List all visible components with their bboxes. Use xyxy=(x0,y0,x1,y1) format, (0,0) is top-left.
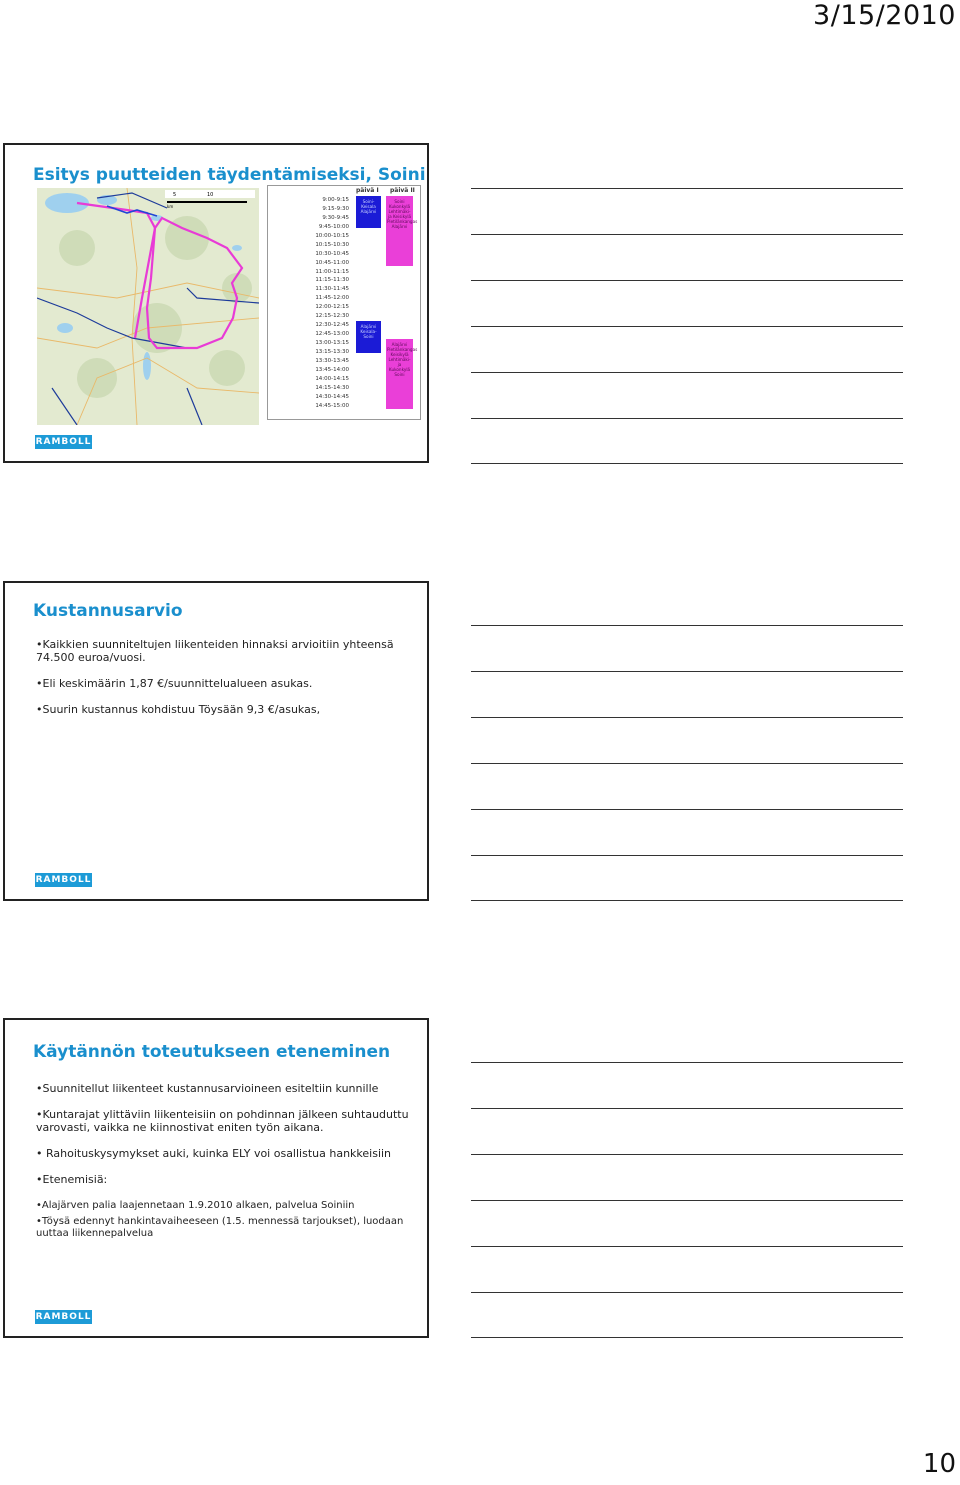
time-slot: 12:15-12:30 xyxy=(315,313,349,320)
time-slot: 12:00-12:15 xyxy=(315,304,349,311)
scale-label-10: 10 xyxy=(207,192,214,198)
bullet-progress: •Etenemisiä: xyxy=(36,1173,108,1186)
time-slot: 10:30-10:45 xyxy=(315,250,349,257)
block-day2-morning: Soini Kukonkylä Lehtimäki-ja Keisikylä Pietilänkangas Alajärvi xyxy=(386,196,413,266)
time-slot: 12:30-12:45 xyxy=(315,322,349,329)
block-day2-afternoon: Alajärvi Pietilänkangas Keisikylä Lehtimäki-ja Kukonkylä Soini xyxy=(386,339,413,409)
sub-bullet-toysa: •Töysä edennyt hankintavaiheeseen (1.5. mennessä tarjoukset), luodaan uuttaa liikennepalvelua xyxy=(36,1215,404,1239)
bullet-average-cost: •Eli keskimäärin 1,87 €/suunnittelualueen asukas. xyxy=(36,677,313,690)
bullet-list xyxy=(36,638,417,716)
slide-title: Kustannusarvio xyxy=(33,601,183,621)
scale-unit: km xyxy=(167,204,174,209)
bullet-funding: • Rahoituskysymykset auki, kuinka ELY voi osallistua hankkeisiin xyxy=(36,1147,392,1160)
header-day-2: päivä II xyxy=(390,187,415,194)
header-date: 3/15/2010 xyxy=(813,0,956,31)
route-map-graphic xyxy=(37,188,259,425)
bullet-total-cost: •Kaikkien suunniteltujen liikenteiden hinnaksi arvioitiin yhteensä 74.500 euroa/vuosi. xyxy=(36,638,394,664)
slide-title: Esitys puutteiden täydentämiseksi, Soini xyxy=(33,165,426,185)
ramboll-logo: RAMBOLL xyxy=(35,1312,92,1322)
schedule-table xyxy=(267,185,421,420)
bullet-list xyxy=(36,1082,417,1241)
time-slot: 13:15-13:30 xyxy=(315,348,349,355)
time-slot: 11:15-11:30 xyxy=(315,277,349,284)
slide-kustannusarvio xyxy=(3,581,429,901)
route-map xyxy=(37,188,259,425)
time-slots xyxy=(268,196,353,411)
time-slot: 13:30-13:45 xyxy=(315,357,349,364)
bullet-largest-cost: •Suurin kustannus kohdistuu Töysään 9,3 €/asukas, xyxy=(36,703,321,716)
time-slot: 9:15-9:30 xyxy=(322,205,349,212)
time-slot: 11:00-11:15 xyxy=(315,268,349,275)
time-slot: 13:00-13:15 xyxy=(315,340,349,346)
page-number: 10 xyxy=(922,1449,956,1479)
scale-label-5: 5 xyxy=(173,192,177,198)
time-slot: 14:45-15:00 xyxy=(315,402,349,409)
header-day-1: päivä I xyxy=(356,187,379,194)
time-slot: 9:30-9:45 xyxy=(322,214,349,221)
slide-kaytannon-toteutus xyxy=(3,1018,429,1338)
time-slot: 9:00-9:15 xyxy=(322,197,349,203)
time-slot: 12:45-13:00 xyxy=(315,331,349,338)
slide-title: Käytännön toteutukseen eteneminen xyxy=(33,1042,391,1062)
block-day1-afternoon: Alajärvi Keisala-Soini xyxy=(356,321,381,353)
slide-soini-proposal xyxy=(3,143,429,463)
bullet-municipal-borders: •Kuntarajat ylittäviin liikenteisiin on pohdinnan jälkeen suhtauduttu varovasti, vaikka ne kiinnostivat eniten työn aikana. xyxy=(36,1108,409,1134)
ramboll-logo: RAMBOLL xyxy=(35,437,92,447)
sub-bullet-alajarvi: •Alajärven palia laajennetaan 1.9.2010 alkaen, palvelua Soiniin xyxy=(36,1200,355,1211)
time-slot: 11:45-12:00 xyxy=(315,295,349,302)
time-slot: 13:45-14:00 xyxy=(315,366,349,373)
time-slot: 11:30-11:45 xyxy=(315,286,349,293)
time-slot: 14:00-14:15 xyxy=(315,375,349,382)
ramboll-logo: RAMBOLL xyxy=(35,875,92,885)
time-slot: 10:00-10:15 xyxy=(315,232,349,239)
time-slot: 10:45-11:00 xyxy=(315,259,349,266)
time-slot: 14:30-14:45 xyxy=(315,393,349,400)
time-slot: 10:15-10:30 xyxy=(315,241,349,248)
block-day1-morning: Soini-Keisala Alajärvi xyxy=(356,196,381,228)
time-slot: 9:45-10:00 xyxy=(318,223,349,230)
time-slot: 14:15-14:30 xyxy=(315,384,349,391)
bullet-presented: •Suunnitellut liikenteet kustannusarvioineen esiteltiin kunnille xyxy=(36,1082,379,1095)
